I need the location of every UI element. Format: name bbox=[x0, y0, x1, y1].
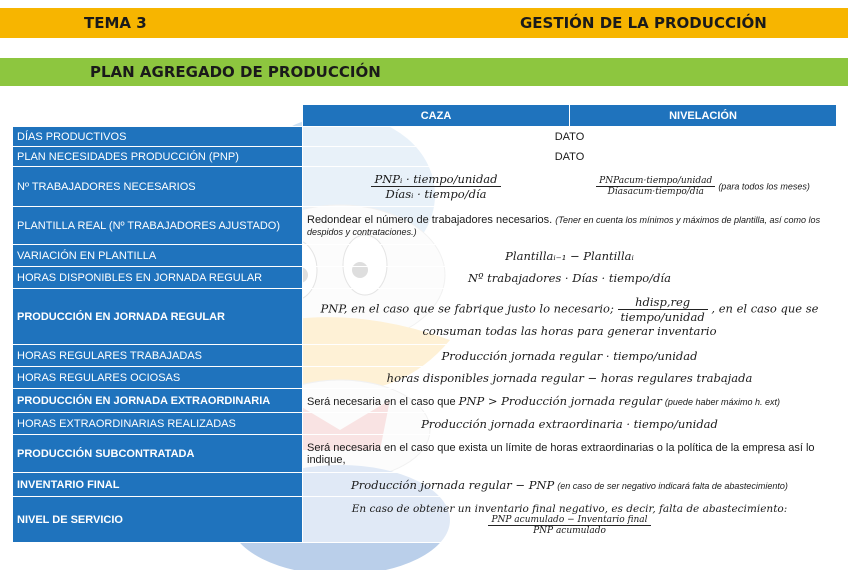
row-value: DATO bbox=[303, 147, 837, 167]
row-text: En caso de obtener un inventario final negativo, es decir, falta de abastecimiento: bbox=[351, 503, 788, 515]
formula-numerator: PNP acumulado − Inventario final bbox=[488, 515, 650, 526]
row-value: Producción jornada regular · tiempo/unidad bbox=[303, 345, 837, 367]
table-row bbox=[13, 207, 837, 245]
subheader-title: PLAN AGREGADO DE PRODUCCIÓN bbox=[90, 63, 381, 81]
row-value bbox=[303, 473, 837, 497]
row-note: (puede haber máximo h. ext) bbox=[664, 396, 780, 407]
plan-table bbox=[12, 104, 837, 543]
caza-formula bbox=[303, 167, 570, 207]
subheader-band bbox=[0, 58, 848, 86]
row-label: PRODUCCIÓN EN JORNADA REGULAR bbox=[13, 289, 303, 345]
row-label: INVENTARIO FINAL bbox=[13, 473, 303, 497]
row-math: PNP > Producción jornada regular bbox=[458, 393, 662, 408]
table-row bbox=[13, 435, 837, 473]
row-label: HORAS REGULARES TRABAJADAS bbox=[13, 345, 303, 367]
row-label: VARIACIÓN EN PLANTILLA bbox=[13, 245, 303, 267]
column-header-caza: CAZA bbox=[303, 105, 570, 127]
row-label: PLANTILLA REAL (Nº TRABAJADORES AJUSTADO) bbox=[13, 207, 303, 245]
row-text-pre: PNP, en el caso que se fabrique justo lo necesario; bbox=[320, 301, 614, 316]
formula-denominator: Díasᵢ · tiempo/día bbox=[385, 187, 487, 201]
row-value: DATO bbox=[303, 127, 837, 147]
header-band bbox=[0, 8, 848, 38]
table-row bbox=[13, 345, 837, 367]
row-value: horas disponibles jornada regular − horas regulares trabajada bbox=[303, 367, 837, 389]
row-value: Producción jornada extraordinaria · tiempo/unidad bbox=[303, 413, 837, 435]
formula-denominator: tiempo/unidad bbox=[620, 310, 705, 324]
column-header-nivelacion: NIVELACIÓN bbox=[570, 105, 837, 127]
table-row bbox=[13, 127, 837, 147]
row-label: HORAS EXTRAORDINARIAS REALIZADAS bbox=[13, 413, 303, 435]
table-row bbox=[13, 497, 837, 543]
row-value bbox=[303, 207, 837, 245]
row-text: Redondear el número de trabajadores necesarios. bbox=[307, 213, 553, 226]
row-text-line2: consuman todas las horas para generar inventario bbox=[422, 324, 717, 338]
row-value bbox=[303, 497, 837, 543]
section-title: GESTIÓN DE LA PRODUCCIÓN bbox=[520, 14, 767, 32]
row-note: (Tener en cuenta los mínimos y máximos de plantilla, así como los despidos y contrataciones.) bbox=[307, 214, 821, 237]
formula-numerator: PNPacum·tiempo/unidad bbox=[596, 176, 715, 187]
row-label: PRODUCCIÓN EN JORNADA EXTRAORDINARIA bbox=[13, 389, 303, 413]
table-row bbox=[13, 473, 837, 497]
row-label: PRODUCCIÓN SUBCONTRATADA bbox=[13, 435, 303, 473]
formula-numerator: hdisp,reg bbox=[618, 295, 708, 310]
row-math: Producción jornada regular − PNP bbox=[351, 477, 555, 492]
table-row bbox=[13, 267, 837, 289]
row-value: Nº trabajadores · Días · tiempo/día bbox=[303, 267, 837, 289]
formula-note: (para todos los meses) bbox=[718, 181, 810, 192]
table-row bbox=[13, 167, 837, 207]
row-label: HORAS REGULARES OCIOSAS bbox=[13, 367, 303, 389]
row-label: Nº TRABAJADORES NECESARIOS bbox=[13, 167, 303, 207]
row-label: DÍAS PRODUCTIVOS bbox=[13, 127, 303, 147]
table-row bbox=[13, 413, 837, 435]
table-row bbox=[13, 367, 837, 389]
table-row bbox=[13, 245, 837, 267]
row-value: Será necesaria en el caso que exista un límite de horas extraordinarias o la política de la empresa así lo indique, bbox=[303, 435, 837, 473]
table-row bbox=[13, 147, 837, 167]
row-value bbox=[303, 289, 837, 345]
formula-denominator: PNP acumulado bbox=[533, 526, 606, 536]
formula-denominator: Díasacum·tiempo/día bbox=[607, 187, 704, 197]
row-value: Plantillaᵢ₋₁ − Plantillaᵢ bbox=[303, 245, 837, 267]
nivelacion-formula bbox=[570, 167, 837, 207]
table-row bbox=[13, 389, 837, 413]
row-text: Será necesaria en el caso que bbox=[307, 395, 456, 408]
row-text-post: , en el caso que se bbox=[711, 301, 819, 316]
row-label: NIVEL DE SERVICIO bbox=[13, 497, 303, 543]
formula-numerator: PNPᵢ · tiempo/unidad bbox=[371, 172, 500, 187]
row-label: HORAS DISPONIBLES EN JORNADA REGULAR bbox=[13, 267, 303, 289]
tema-label: TEMA 3 bbox=[84, 14, 147, 32]
table-row bbox=[13, 289, 837, 345]
row-note: (en caso de ser negativo indicará falta de abastecimiento) bbox=[557, 480, 788, 491]
row-value bbox=[303, 389, 837, 413]
row-label: PLAN NECESIDADES PRODUCCIÓN (PNP) bbox=[13, 147, 303, 167]
